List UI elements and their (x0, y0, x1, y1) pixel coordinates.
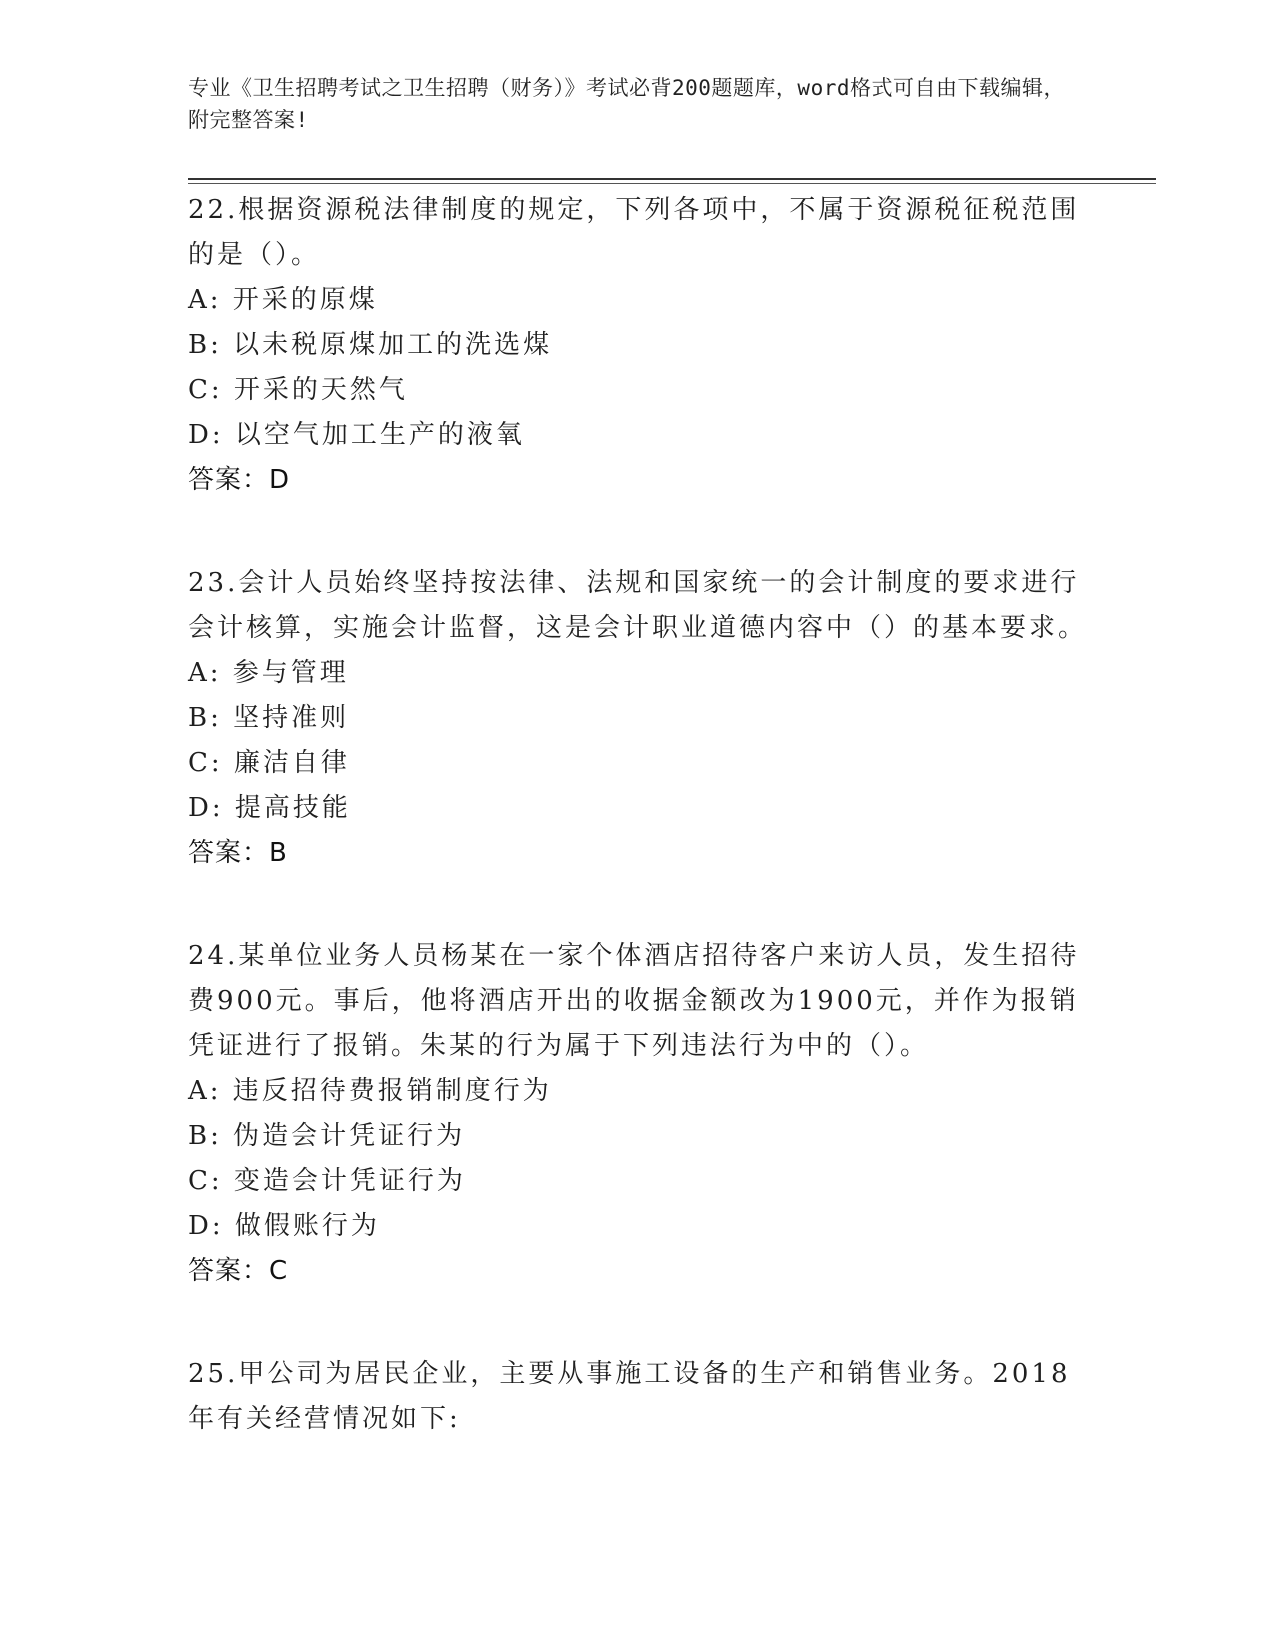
answer: 答案：B (188, 838, 288, 868)
option-d: D: 以空气加工生产的液氧 (188, 420, 525, 450)
question-23 (188, 561, 1088, 876)
document-header: 专业《卫生招聘考试之卫生招聘（财务）》考试必背200题题库，word格式可自由下载编辑，附完整答案! (188, 76, 1065, 132)
header-divider-thin (188, 183, 1156, 184)
option-c: C: 开采的天然气 (188, 375, 408, 405)
answer: 答案：D (188, 465, 291, 495)
option-c: C: 变造会计凭证行为 (188, 1166, 466, 1196)
question-stem: 23.会计人员始终坚持按法律、法规和国家统一的会计制度的要求进行会计核算，实施会计监督，这是会计职业道德内容中（）的基本要求。 (188, 568, 1088, 643)
header-divider-thick (188, 178, 1156, 180)
question-list (188, 188, 1088, 1500)
option-d: D: 做假账行为 (188, 1211, 380, 1241)
question-stem: 22.根据资源税法律制度的规定，下列各项中，不属于资源税征税范围的是（）。 (188, 195, 1080, 270)
option-d: D: 提高技能 (188, 793, 351, 823)
option-a: A: 参与管理 (188, 658, 349, 688)
question-25 (188, 1352, 1088, 1442)
answer: 答案：C (188, 1256, 289, 1286)
question-stem: 24.某单位业务人员杨某在一家个体酒店招待客户来访人员，发生招待费900元。事后，他将酒店开出的收据金额改为1900元，并作为报销凭证进行了报销。朱某的行为属于下列违法行为中的（）。 (188, 941, 1080, 1061)
option-c: C: 廉洁自律 (188, 748, 350, 778)
question-stem: 25.甲公司为居民企业，主要从事施工设备的生产和销售业务。2018年有关经营情况如下: (188, 1359, 1071, 1434)
question-24 (188, 934, 1088, 1294)
option-b: B: 伪造会计凭证行为 (188, 1121, 466, 1151)
option-b: B: 坚持准则 (188, 703, 350, 733)
question-22 (188, 188, 1088, 503)
option-a: A: 开采的原煤 (188, 285, 378, 315)
option-b: B: 以未税原煤加工的洗选煤 (188, 330, 553, 360)
option-a: A: 违反招待费报销制度行为 (188, 1076, 552, 1106)
